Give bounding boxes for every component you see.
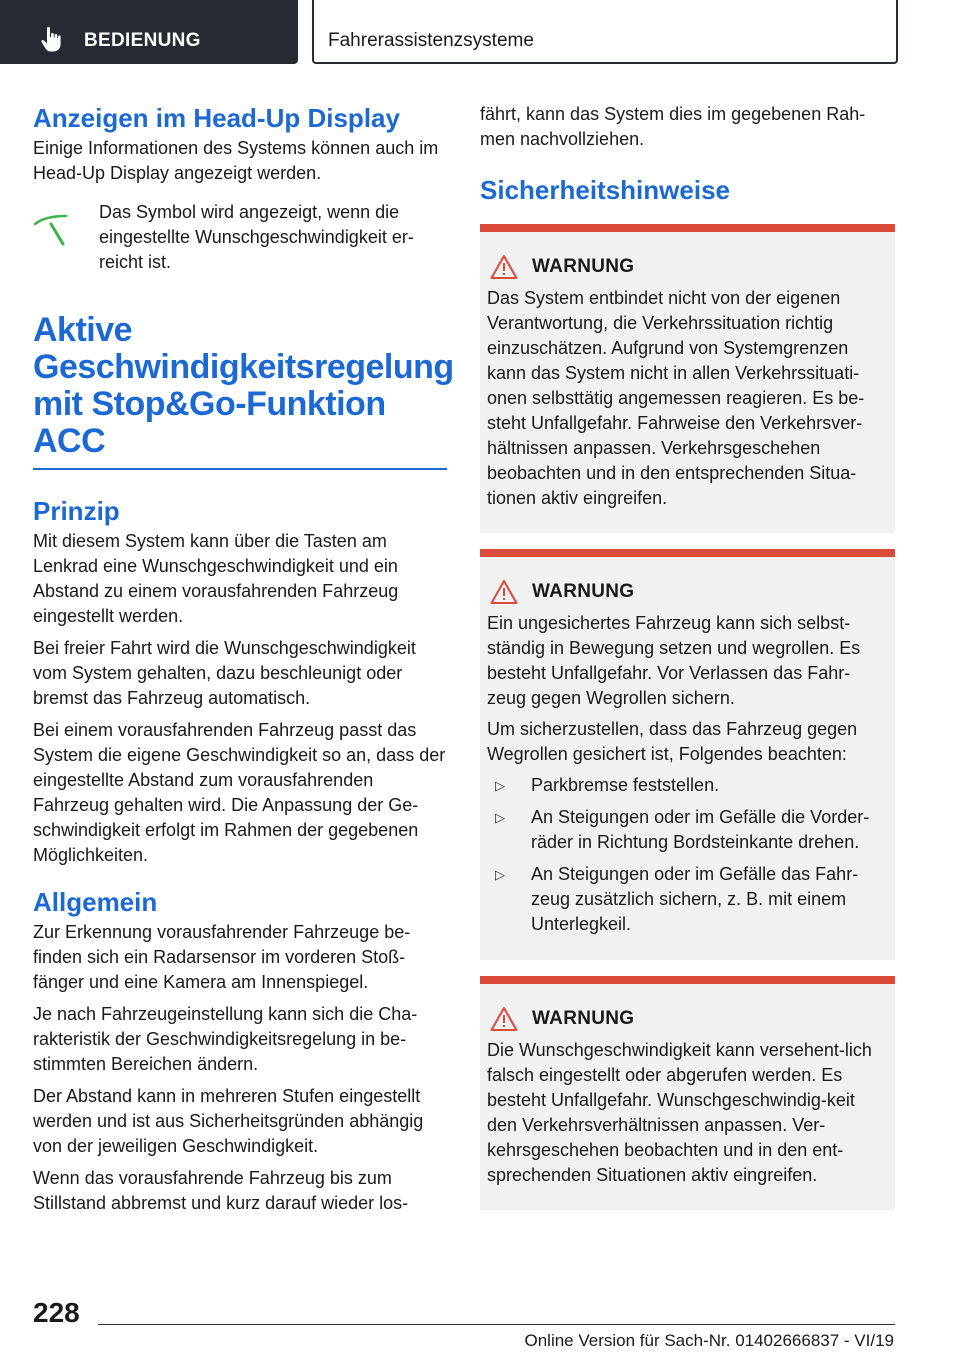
list-item: [487, 862, 888, 937]
chapter-label: Fahrerassistenzsysteme: [328, 30, 534, 51]
allgemein-paragraph-2: Je nach Fahrzeugeinstellung kann sich die Cha-rakteristik der Geschwindigkeitsregelung in be-stimmten Bereichen ändern.: [33, 1004, 418, 1074]
list-item-text: An Steigungen oder im Gefälle das Fahr-zeug zusätzlich sichern, z. B. mit einem Unterlegkeil.: [531, 864, 859, 934]
list-item: [487, 773, 888, 798]
warning-title: WARNUNG: [532, 1008, 635, 1029]
page-number: 228: [33, 1297, 80, 1328]
triangle-bullet-icon: ▷: [495, 778, 505, 793]
list-item-text: Parkbremse feststellen.: [531, 775, 720, 795]
chapter-tab: [312, 0, 898, 64]
warning-text: Ein ungesichertes Fahrzeug kann sich selbst-ständig in Bewegung setzen und wegrollen. Es besteht Unfallgefahr. Vor Verlassen das Fahr-zeug gegen Wegrollen sichern.: [487, 613, 861, 708]
section-tab: [0, 0, 298, 64]
allgemein-paragraph-3: Der Abstand kann in mehreren Stufen eingestellt werden und ist aus Sicherheitsgründen abhängig von der jeweiligen Geschwindigkeit.: [33, 1086, 424, 1156]
right-column: [480, 102, 895, 1226]
warning-box: [480, 224, 895, 533]
continued-text: fährt, kann das System dies im gegebenen Rah-men nachvollziehen.: [480, 104, 866, 149]
prinzip-paragraph-3: Bei einem vorausfahrenden Fahrzeug passt das System die eigene Geschwindigkeit so an, dass der eingestellte Abstand zum vorausfahrenden Fahrzeug gehalten wird. Die Anpassung der Ge-schwindigkeit erfolgt im Rahmen der gegebenen Möglichkeiten.: [33, 720, 446, 865]
section-label: BEDIENUNG: [84, 30, 201, 51]
warning-list: [487, 773, 888, 937]
warning-text: Das System entbindet nicht von der eigenen Verantwortung, die Verkehrssituation richtig einzuschätzen. Aufgrund von Systemgrenzen kann das System nicht in allen Verkehrssituati-onen selbsttätig angemessen reagieren. Es be-steht Unfallgefahr. Fahrweise den Verkehrsver-hältnissen anpassen. Verkehrsgeschehen beobachten und in den entsprechenden Situa-tionen aktiv eingreifen.: [487, 288, 865, 508]
warning-box: [480, 549, 895, 960]
warning-triangle-icon: [490, 1006, 518, 1032]
symbol-row: [33, 200, 447, 275]
warning-triangle-icon: [490, 254, 518, 280]
online-version-text: Online Version für Sach-Nr. 01402666837 - VI/19: [524, 1331, 894, 1350]
hud-text: Einige Informationen des Systems können auch im Head-Up Display angezeigt werden.: [33, 138, 439, 183]
acc-heading-block: [33, 311, 454, 470]
hand-pointer-icon: [38, 25, 66, 53]
allgemein-paragraph-4: Wenn das vorausfahrende Fahrzeug bis zum Stillstand abbremst und kurz darauf wieder los-: [33, 1168, 409, 1213]
warning-title: WARNUNG: [532, 581, 635, 602]
speed-reached-icon: [33, 200, 99, 270]
warning-title: WARNUNG: [532, 256, 635, 277]
warning-header: [487, 579, 888, 605]
triangle-bullet-icon: ▷: [495, 810, 505, 825]
symbol-text: Das Symbol wird angezeigt, wenn die eingestellte Wunschgeschwindigkeit er-reicht ist.: [99, 202, 414, 272]
acc-heading: Aktive Geschwindigkeitsregelung mit Stop&Go-Funktion ACC: [33, 311, 454, 460]
hud-heading: Anzeigen im Head-Up Display: [33, 103, 400, 133]
warning-header: [487, 254, 888, 280]
allgemein-paragraph-1: Zur Erkennung vorausfahrender Fahrzeuge be-finden sich ein Radarsensor im vorderen Stoß-fänger und eine Kamera am Innenspiegel.: [33, 922, 411, 992]
warning-text: Die Wunschgeschwindigkeit kann versehent-lich falsch eingestellt oder abgerufen werden. Es besteht Unfallgefahr. Wunschgeschwindig-keit den Verkehrsverhältnissen anpassen. Ver-kehrsgeschehen beobachten und in den ent-sprechenden Situationen aktiv eingreifen.: [487, 1040, 872, 1185]
safety-heading: Sicherheitshinweise: [480, 175, 730, 205]
warning-box: [480, 976, 895, 1210]
warning-triangle-icon: [490, 579, 518, 605]
allgemein-heading: Allgemein: [33, 887, 158, 917]
warning-text: Um sicherzustellen, dass das Fahrzeug gegen Wegrollen gesichert ist, Folgendes beachten:: [487, 719, 858, 764]
prinzip-heading: Prinzip: [33, 496, 120, 526]
list-item-text: An Steigungen oder im Gefälle die Vorder-räder in Richtung Bordsteinkante drehen.: [531, 807, 870, 852]
warning-header: [487, 1006, 888, 1032]
triangle-bullet-icon: ▷: [495, 867, 505, 882]
list-item: [487, 805, 888, 855]
footer-rule: [98, 1324, 895, 1325]
prinzip-paragraph-2: Bei freier Fahrt wird die Wunschgeschwindigkeit vom System gehalten, dazu beschleunigt oder bremst das Fahrzeug automatisch.: [33, 638, 416, 708]
left-column: [33, 102, 454, 1223]
prinzip-paragraph-1: Mit diesem System kann über die Tasten am Lenkrad eine Wunschgeschwindigkeit und ein Abstand zu einem vorausfahrenden Fahrzeug eingestellt werden.: [33, 531, 399, 626]
